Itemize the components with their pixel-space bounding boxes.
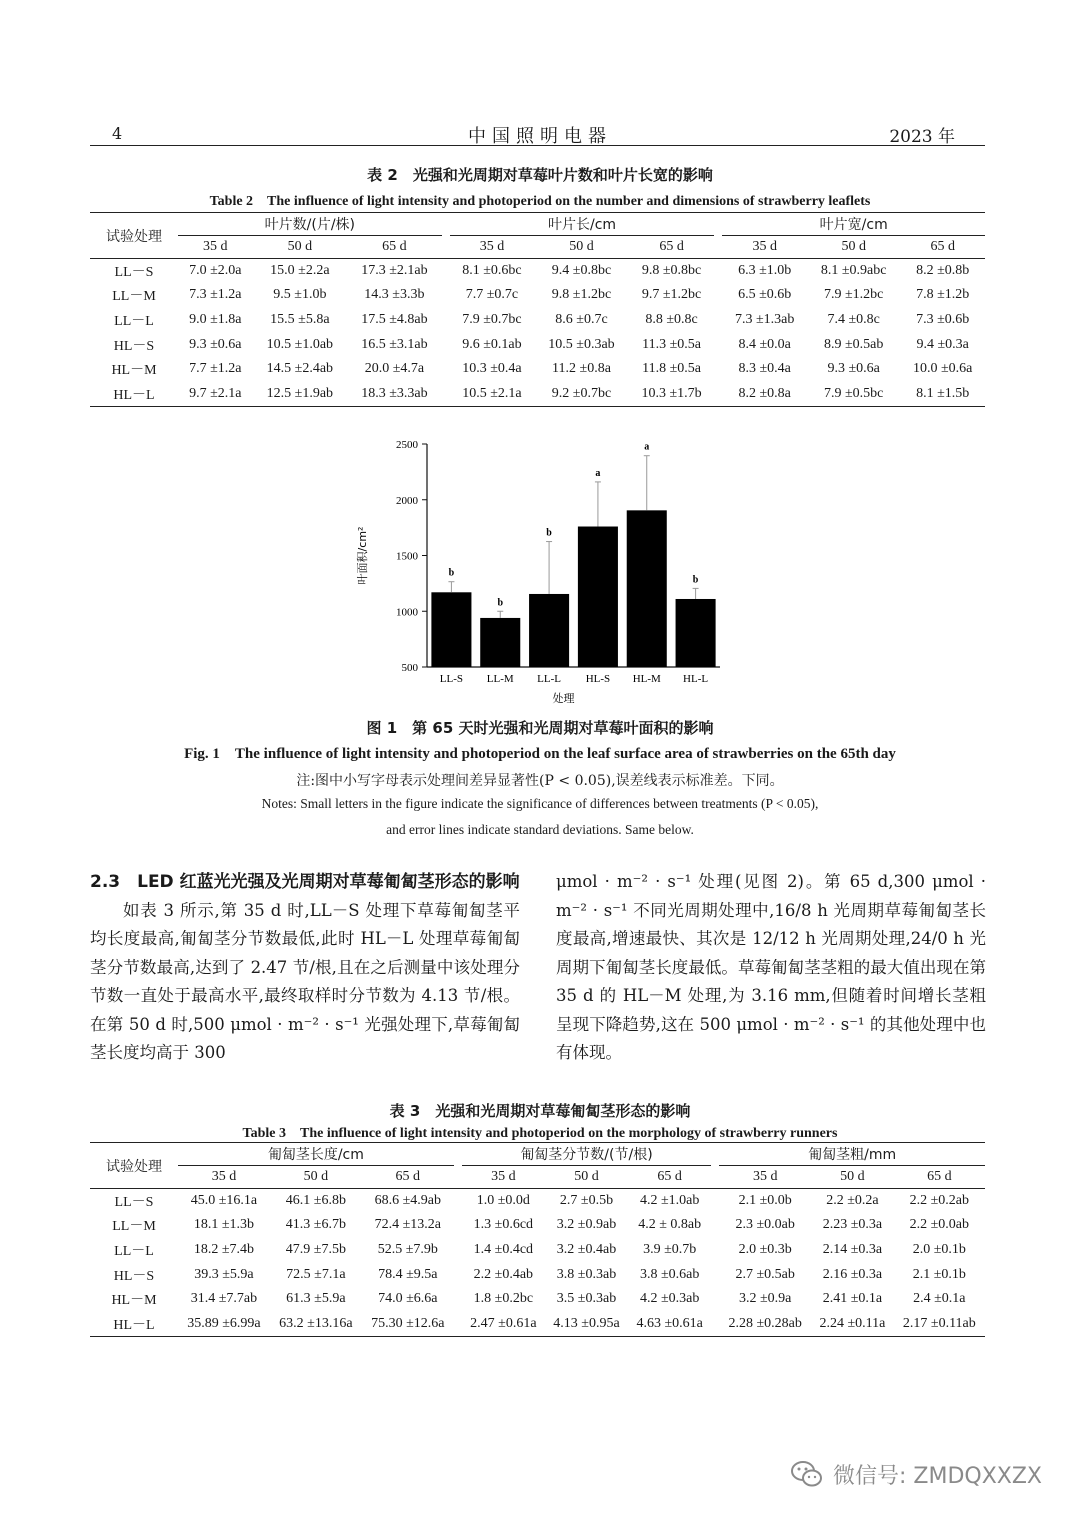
table-cell: 2.23 ±0.3a bbox=[822, 1217, 883, 1233]
table-cell: 10.5 ±2.1a bbox=[450, 381, 535, 406]
table-cell: 8.6 ±0.7c bbox=[555, 311, 608, 327]
body-paragraph-right: μmol · m⁻² · s⁻¹ 处理(见图 2)。第 65 d,300 μmol · m⁻² · s⁻¹ 不同光周期处理中,16/8 h 光周期草莓匍匐茎长度最高,增速最快、其次是 12/12 h 光周期处理,24/0 h 光周期下匍匐茎长度最低。草莓匍匐茎茎粗的最大值出现在第 35 d 的 HL－M 处理,为 3.16 mm,但随着时间增长茎粗呈现下降趋势,这在 500 μmol · m⁻² · s⁻¹ 的其他处理中也有体现。 bbox=[556, 872, 986, 1062]
table-cell: 9.8 ±0.8bc bbox=[641, 263, 702, 279]
table-row-header: 试验处理 bbox=[90, 1143, 178, 1189]
row-label: LL－M bbox=[112, 289, 156, 305]
table-row bbox=[90, 1311, 985, 1336]
day-header: 35 d bbox=[450, 236, 535, 259]
table-cell: 8.3 ±0.4a bbox=[738, 361, 791, 377]
day-header: 65 d bbox=[629, 236, 715, 259]
table-cell: 3.2 ±0.9ab bbox=[556, 1217, 617, 1233]
table-cell: 2.47 ±0.61a bbox=[462, 1311, 545, 1336]
table-cell: 8.2 ±0.8b bbox=[916, 263, 970, 279]
table-cell: 9.4 ±0.3a bbox=[916, 336, 969, 352]
table-cell: 3.8 ±0.6ab bbox=[639, 1266, 700, 1282]
table-cell: 9.3 ±0.6a bbox=[189, 336, 242, 352]
table2-caption-cn: 表 2 光强和光周期对草莓叶片数和叶片长宽的影响 bbox=[367, 166, 713, 184]
day-header: 35 d bbox=[178, 1166, 270, 1189]
table-cell: 2.16 ±0.3a bbox=[822, 1266, 883, 1282]
table-group-header: 匍匐茎粗/mm bbox=[719, 1143, 985, 1166]
table-cell: 1.0 ±0.0d bbox=[476, 1193, 530, 1209]
table-cell: 11.8 ±0.5a bbox=[642, 361, 702, 377]
table-cell: 9.0 ±1.8a bbox=[189, 311, 242, 327]
body-paragraph-left: 如表 3 所示,第 35 d 时,LL－S 处理下草莓匍匐茎平均长度最高,匍匐茎分节数最低,此时 HL－L 处理草莓匍匐茎分节数最高,达到了 2.47 节/根,且在之后测量中该处理分节数一直处于最高水平,最终取样时分节数为 4.13 节/根。在第 50 d 时,500 μmol · m⁻² · s⁻¹ 光强处理下,草莓匍匐茎长度均高于 300 bbox=[90, 900, 520, 1062]
table-group-header: 叶片长/cm bbox=[450, 213, 715, 236]
table-cell: 10.5 ±1.0ab bbox=[266, 336, 334, 352]
wechat-watermark bbox=[789, 1456, 1042, 1492]
table-cell: 47.9 ±7.5b bbox=[285, 1241, 346, 1257]
section-title: 2.3 LED 红蓝光光强及光周期对草莓匍匐茎形态的影响 bbox=[90, 872, 520, 892]
x-tick-label: LL-L bbox=[537, 673, 561, 685]
table-cell: 17.5 ±4.8ab bbox=[361, 311, 428, 327]
x-tick-label: HL-M bbox=[632, 673, 661, 685]
table-cell: 7.7 ±0.7c bbox=[465, 287, 519, 303]
table-cell: 7.3 ±1.2a bbox=[189, 287, 242, 303]
table-cell: 11.2 ±0.8a bbox=[552, 361, 611, 377]
row-label: HL－M bbox=[111, 1293, 157, 1309]
table3-caption-en: Table 3 The influence of light intensity and photoperiod on the morphology of strawberry runners bbox=[242, 1126, 838, 1141]
table-cell: 15.0 ±2.2a bbox=[270, 263, 330, 279]
row-label: LL－S bbox=[114, 1195, 154, 1211]
bar bbox=[627, 510, 667, 667]
row-label: HL－L bbox=[90, 381, 178, 406]
row-label: HL－S bbox=[113, 1268, 155, 1284]
table-row bbox=[90, 1262, 985, 1287]
table-cell: 2.2 ±0.0ab bbox=[909, 1217, 970, 1233]
table-cell: 9.2 ±0.7bc bbox=[534, 381, 629, 406]
table-cell: 12.5 ±1.9ab bbox=[253, 381, 348, 406]
row-label: HL－M bbox=[111, 363, 157, 379]
table-cell: 52.5 ±7.9b bbox=[377, 1241, 438, 1257]
x-tick-label: LL-M bbox=[486, 673, 514, 685]
y-tick-label: 1500 bbox=[396, 550, 418, 563]
table-cell: 4.13 ±0.95a bbox=[545, 1311, 628, 1336]
table-cell: 11.3 ±0.5a bbox=[642, 336, 702, 352]
table-cell: 35.89 ±6.99a bbox=[178, 1311, 270, 1336]
table-cell: 9.4 ±0.8bc bbox=[551, 263, 612, 279]
table-cell: 9.6 ±0.1ab bbox=[462, 336, 522, 352]
table-cell: 10.0 ±0.6a bbox=[912, 361, 973, 377]
y-axis-label: 叶面积/cm² bbox=[356, 526, 369, 585]
table-cell: 9.7 ±1.2bc bbox=[641, 287, 702, 303]
table-cell: 2.7 ±0.5b bbox=[559, 1193, 614, 1209]
table-cell: 9.8 ±1.2bc bbox=[551, 287, 612, 303]
day-header: 50 d bbox=[545, 1166, 628, 1189]
table3 bbox=[90, 1142, 985, 1337]
table-cell: 72.4 ±13.2a bbox=[374, 1217, 441, 1233]
day-header: 50 d bbox=[270, 1166, 362, 1189]
figure1-bar-chart bbox=[340, 432, 730, 712]
day-header: 50 d bbox=[811, 1166, 894, 1189]
day-header: 65 d bbox=[362, 1166, 454, 1189]
significance-letter: b bbox=[692, 574, 699, 586]
bar bbox=[431, 592, 471, 667]
table-row bbox=[90, 332, 985, 357]
row-label: LL－S bbox=[114, 265, 154, 281]
table-cell: 18.2 ±7.4b bbox=[193, 1241, 255, 1257]
table-row bbox=[90, 259, 985, 284]
significance-letter: b bbox=[497, 597, 504, 609]
significance-letter: a bbox=[644, 441, 650, 453]
day-header: 65 d bbox=[347, 236, 442, 259]
table-cell: 3.2 ±0.4ab bbox=[556, 1241, 617, 1257]
table-cell: 7.8 ±1.2b bbox=[916, 287, 970, 303]
figure1-note-en-2: and error lines indicate standard deviations. Same below. bbox=[386, 822, 694, 837]
table-cell: 9.7 ±2.1a bbox=[178, 381, 253, 406]
table2-caption-en: Table 2 The influence of light intensity and photoperiod on the number and dimensions of strawberry leaflets bbox=[209, 194, 871, 209]
row-label: HL－S bbox=[113, 338, 155, 354]
x-tick-label: LL-S bbox=[439, 673, 464, 685]
table-cell: 17.3 ±2.1ab bbox=[361, 263, 428, 279]
table-cell: 6.5 ±0.6b bbox=[738, 287, 792, 303]
table-cell: 2.41 ±0.1a bbox=[822, 1291, 883, 1307]
table-cell: 39.3 ±5.9a bbox=[194, 1266, 254, 1282]
table-cell: 10.3 ±1.7b bbox=[629, 381, 715, 406]
day-header: 65 d bbox=[628, 1166, 711, 1189]
table-group-header: 叶片数/(片/株) bbox=[178, 213, 442, 236]
table-cell: 31.4 ±7.7ab bbox=[190, 1291, 258, 1307]
y-tick-label: 500 bbox=[401, 662, 418, 674]
table-cell: 2.1 ±0.0b bbox=[738, 1193, 792, 1209]
table-cell: 2.2 ±0.2ab bbox=[909, 1193, 970, 1209]
x-axis-label: 处理 bbox=[552, 692, 575, 705]
table-cell: 1.4 ±0.4cd bbox=[473, 1241, 534, 1257]
table-cell: 18.1 ±1.3b bbox=[193, 1217, 255, 1233]
publication-year: 2023 年 bbox=[889, 127, 955, 147]
table-cell: 4.2 ±0.3ab bbox=[639, 1291, 700, 1307]
table-row bbox=[90, 1189, 985, 1214]
table-row bbox=[90, 1238, 985, 1263]
table-row bbox=[90, 1287, 985, 1312]
table-row-header: 试验处理 bbox=[90, 213, 178, 259]
significance-letter: b bbox=[546, 527, 552, 539]
table-cell: 4.2 ± 0.8ab bbox=[638, 1217, 702, 1233]
table-cell: 4.63 ±0.61a bbox=[628, 1311, 711, 1336]
table-cell: 2.14 ±0.3a bbox=[822, 1241, 883, 1257]
significance-letter: b bbox=[448, 567, 455, 579]
table-cell: 7.3 ±0.6b bbox=[916, 311, 970, 327]
table-cell: 61.3 ±5.9a bbox=[286, 1291, 346, 1307]
table-cell: 18.3 ±3.3ab bbox=[347, 381, 442, 406]
table3-caption-cn: 表 3 光强和光周期对草莓匍匐茎形态的影响 bbox=[389, 1102, 691, 1120]
table-row bbox=[90, 357, 985, 382]
table-cell: 2.0 ±0.1b bbox=[912, 1241, 966, 1257]
table-cell: 9.5 ±1.0b bbox=[273, 287, 327, 303]
table-cell: 15.5 ±5.8a bbox=[270, 311, 330, 327]
x-tick-label: HL-S bbox=[585, 673, 611, 685]
table-cell: 2.3 ±0.0ab bbox=[735, 1217, 795, 1233]
table-cell: 8.1 ±1.5b bbox=[900, 381, 985, 406]
table-cell: 74.0 ±6.6a bbox=[378, 1291, 438, 1307]
bar bbox=[676, 599, 716, 667]
table-cell: 2.2 ±0.4ab bbox=[473, 1266, 534, 1282]
table-cell: 41.3 ±6.7b bbox=[285, 1217, 346, 1233]
row-label: LL－M bbox=[112, 1219, 156, 1235]
table-cell: 3.2 ±0.9a bbox=[738, 1291, 792, 1307]
bar bbox=[578, 527, 618, 667]
table-row bbox=[90, 1213, 985, 1238]
table-cell: 2.0 ±0.3b bbox=[738, 1241, 792, 1257]
y-tick-label: 1000 bbox=[396, 606, 418, 619]
table-cell: 9.3 ±0.6a bbox=[827, 361, 880, 377]
row-label: LL－L bbox=[114, 1243, 154, 1259]
table-cell: 72.5 ±7.1a bbox=[286, 1266, 346, 1282]
journal-title: 中国照明电器 bbox=[468, 126, 612, 147]
table-cell: 68.6 ±4.9ab bbox=[374, 1193, 441, 1209]
table-cell: 4.2 ±1.0ab bbox=[639, 1193, 700, 1209]
table-cell: 8.4 ±0.0a bbox=[738, 336, 791, 352]
table-row bbox=[90, 283, 985, 308]
table-cell: 2.4 ±0.1a bbox=[913, 1291, 966, 1307]
table-cell: 2.7 ±0.5ab bbox=[735, 1266, 795, 1282]
table-cell: 3.5 ±0.3ab bbox=[556, 1291, 617, 1307]
table2 bbox=[90, 212, 985, 407]
table-cell: 10.3 ±0.4a bbox=[462, 361, 522, 377]
table-cell: 1.3 ±0.6cd bbox=[473, 1217, 534, 1233]
table-cell: 3.8 ±0.3ab bbox=[556, 1266, 617, 1282]
table-cell: 7.9 ±0.5bc bbox=[807, 381, 900, 406]
day-header: 65 d bbox=[894, 1166, 985, 1189]
day-header: 50 d bbox=[534, 236, 629, 259]
y-tick-label: 2000 bbox=[396, 494, 418, 507]
table-cell: 14.3 ±3.3b bbox=[364, 287, 425, 303]
body-text-right-column bbox=[556, 868, 986, 1068]
significance-letter: a bbox=[595, 467, 601, 479]
row-label: HL－L bbox=[90, 1311, 178, 1336]
table-cell: 7.7 ±1.2a bbox=[189, 361, 242, 377]
table-cell: 8.1 ±0.6bc bbox=[462, 263, 522, 279]
table-group-header: 叶片宽/cm bbox=[722, 213, 985, 236]
table-group-header: 匍匐茎长度/cm bbox=[178, 1143, 454, 1166]
table-cell: 7.0 ±2.0a bbox=[189, 263, 242, 279]
body-text-left-column bbox=[90, 868, 520, 1068]
table-group-header: 匍匐茎分节数/(节/根) bbox=[462, 1143, 711, 1166]
table-row bbox=[90, 308, 985, 333]
day-header: 35 d bbox=[462, 1166, 545, 1189]
table-cell: 2.1 ±0.1b bbox=[912, 1266, 966, 1282]
figure1-caption-en: Fig. 1 The influence of light intensity and photoperiod on the leaf surface area of strawberries on the 65th day bbox=[184, 746, 896, 762]
row-label: LL－L bbox=[114, 313, 154, 329]
day-header: 50 d bbox=[807, 236, 900, 259]
table-cell: 75.30 ±12.6a bbox=[362, 1311, 454, 1336]
bar bbox=[480, 618, 520, 667]
table-cell: 63.2 ±13.16a bbox=[270, 1311, 362, 1336]
table-cell: 45.0 ±16.1a bbox=[190, 1193, 258, 1209]
table-cell: 78.4 ±9.5a bbox=[378, 1266, 438, 1282]
table-cell: 7.9 ±0.7bc bbox=[462, 311, 522, 327]
header-rule bbox=[90, 145, 985, 146]
table-cell: 20.0 ±4.7a bbox=[364, 361, 425, 377]
table-cell: 8.8 ±0.8c bbox=[645, 311, 698, 327]
table-cell: 14.5 ±2.4ab bbox=[266, 361, 334, 377]
watermark-text: 微信号: ZMDQXXZX bbox=[832, 1463, 1042, 1489]
day-header: 65 d bbox=[900, 236, 985, 259]
table-row bbox=[90, 381, 985, 406]
y-tick-label: 2500 bbox=[396, 439, 418, 451]
x-tick-label: HL-L bbox=[683, 673, 709, 685]
day-header: 35 d bbox=[178, 236, 253, 259]
table-cell: 7.9 ±1.2bc bbox=[823, 287, 884, 303]
table-cell: 2.17 ±0.11ab bbox=[894, 1311, 985, 1336]
table-cell: 8.9 ±0.5ab bbox=[823, 336, 884, 352]
table-cell: 3.9 ±0.7b bbox=[643, 1241, 697, 1257]
table-cell: 2.28 ±0.28ab bbox=[719, 1311, 811, 1336]
figure1-note-cn: 注:图中小写字母表示处理间差异显著性(P < 0.05),误差线表示标准差。下同。 bbox=[296, 773, 784, 789]
bar bbox=[529, 594, 569, 667]
table-cell: 10.5 ±0.3ab bbox=[548, 336, 615, 352]
figure1-note-en-1: Notes: Small letters in the figure indicate the significance of differences between treatments (P < 0.05), bbox=[261, 796, 819, 811]
table-cell: 8.1 ±0.9abc bbox=[820, 263, 887, 279]
figure1-caption-cn: 图 1 第 65 天时光强和光周期对草莓叶面积的影响 bbox=[366, 719, 714, 737]
table-cell: 46.1 ±6.8b bbox=[285, 1193, 346, 1209]
table-cell: 7.4 ±0.8c bbox=[827, 311, 880, 327]
page-number: 4 bbox=[112, 124, 123, 143]
day-header: 35 d bbox=[719, 1166, 811, 1189]
table-cell: 7.3 ±1.3ab bbox=[735, 311, 795, 327]
table-cell: 2.2 ±0.2a bbox=[826, 1193, 879, 1209]
day-header: 35 d bbox=[722, 236, 807, 259]
table-cell: 16.5 ±3.1ab bbox=[361, 336, 428, 352]
table-cell: 8.2 ±0.8a bbox=[722, 381, 807, 406]
wechat-icon bbox=[789, 1456, 825, 1492]
table-cell: 6.3 ±1.0b bbox=[738, 263, 792, 279]
table-cell: 2.24 ±0.11a bbox=[811, 1311, 894, 1336]
table-cell: 1.8 ±0.2bc bbox=[473, 1291, 534, 1307]
day-header: 50 d bbox=[253, 236, 348, 259]
